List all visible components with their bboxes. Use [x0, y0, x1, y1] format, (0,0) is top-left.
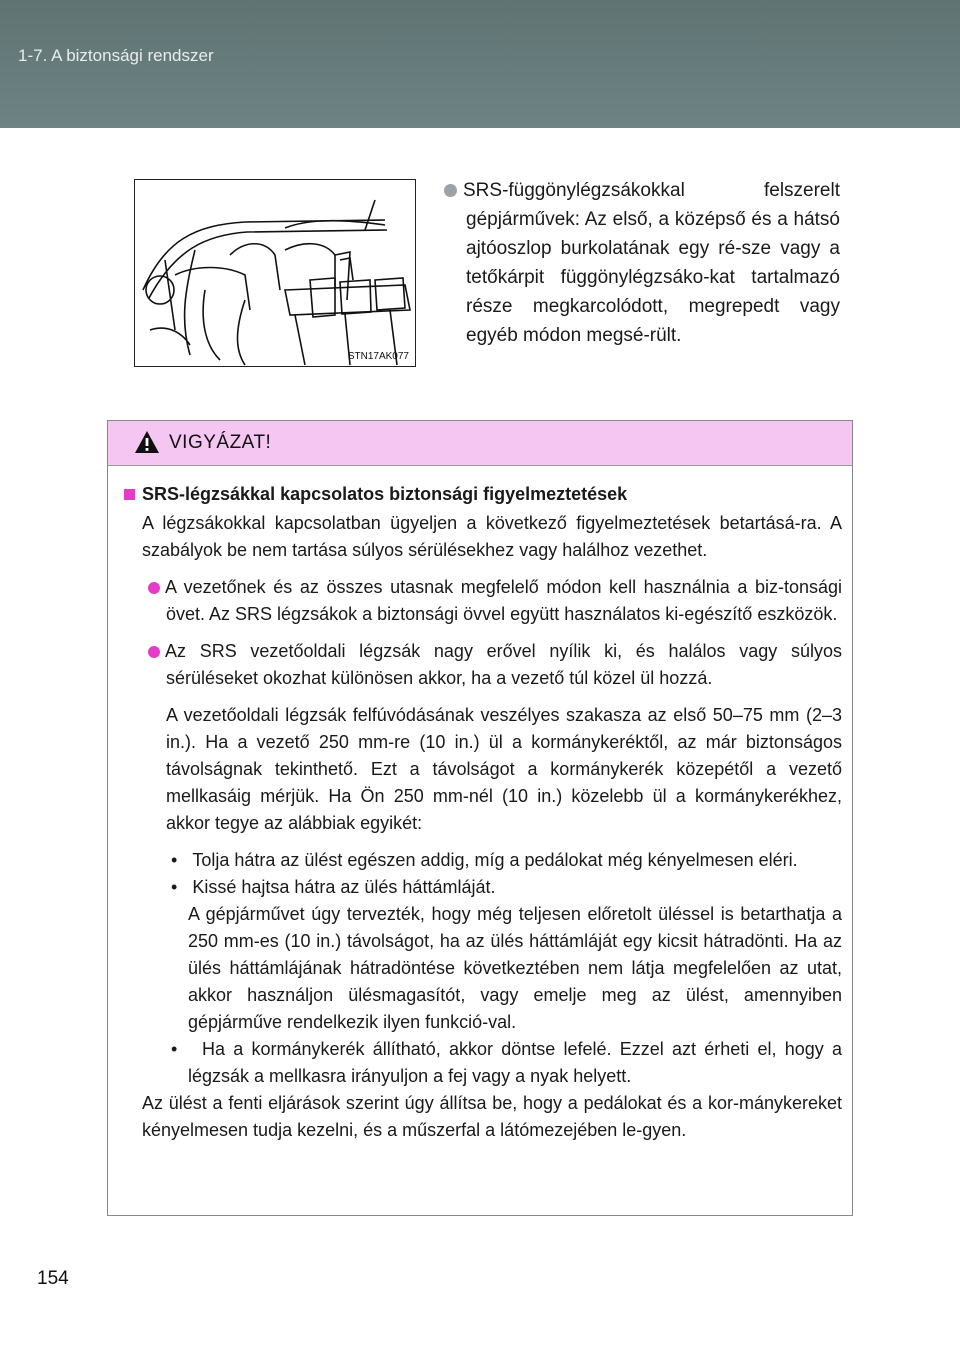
warning-heading [132, 481, 842, 508]
bullet-dot-icon [148, 646, 160, 658]
page-number: 154 [37, 1268, 69, 1289]
car-interior-figure [134, 179, 416, 367]
warning-triangle-icon [134, 430, 160, 454]
intro-block [444, 176, 840, 350]
sub-item-2-paragraph: A gépjárművet úgy tervezték, hogy még teljesen előretolt üléssel is betarthatja a 250 mm-es (10 in.) távolságot, ha az ülés háttámláját egy kicsit hátradönti. Ha az ülés háttámlájának hátradöntése következtében nem látja megfelelően az utat, akkor használjon ülésmagasítót, vagy emelje meg az ülést, amennyiben gépjárműve rendelkezik ilyen funkció-val. [188, 904, 842, 1032]
intro-paragraph [444, 176, 840, 350]
sub-item-3 [132, 1036, 842, 1090]
sub-bullet-icon: • [171, 850, 193, 870]
sub-item-2-text: Kissé hajtsa hátra az ülés háttámláját. [192, 877, 496, 897]
warning-body [132, 481, 842, 1144]
warning-bullet-1-text: A vezetőnek és az összes utasnak megfelelő módon kell használnia a biz-tonsági övet. Az SRS légzsákok a biztonsági övvel együtt használatos ki-egészítő eszközök. [165, 577, 842, 624]
square-bullet-icon [124, 489, 135, 500]
warning-bullet-1 [132, 574, 842, 628]
bullet-dot-icon [444, 184, 457, 197]
page-header [0, 0, 960, 128]
sub-item-1 [132, 847, 842, 874]
intro-text: SRS-függönylégzsákokkal felszerelt gépjárművek: Az első, a középső és a hátsó ajtóoszlop burkolatának egy ré-sze vagy a tetőkárpit függönylégzsáko-kat tartalmazó része megkarcolódott, megrepedt vagy egyéb módon megsé-rült. [463, 180, 840, 346]
sub-item-2 [132, 874, 842, 901]
sub-item-3-text: Ha a kormánykerék állítható, akkor döntse lefelé. Ezzel azt érheti el, hogy a légzsák a mellkasra irányuljon a fej vagy a nyak helyett. [188, 1039, 842, 1086]
warning-closing: Az ülést a fenti eljárások szerint úgy állítsa be, hogy a pedálokat és a kor-mánykereket kényelmesen tudja kezelni, és a műszerfal a látómezejében le-gyen. [142, 1093, 842, 1140]
section-title: 1-7. A biztonsági rendszer [18, 46, 214, 65]
warning-title: VIGYÁZAT! [169, 432, 272, 453]
sub-item-1-text: Tolja hátra az ülést egészen addig, míg a pedálokat még kényelmesen eléri. [192, 850, 798, 870]
car-interior-illustration-icon [135, 180, 415, 366]
warning-header [108, 421, 852, 466]
sub-bullet-icon: • [171, 877, 193, 897]
warning-bullet-2 [132, 638, 842, 692]
sub-bullet-icon: • [171, 1039, 202, 1059]
warning-bullet-2-paragraph: A vezetőoldali légzsák felfúvódásának veszélyes szakasza az első 50–75 mm (2–3 in.). Ha a vezető 250 mm-re (10 in.) ül a kormánykeréktől, az már biztonságos távolságnak tekinthető. Ezt a távolságot a kormánykerék közepétől a vezető mellkasáig mérjük. Ha Ön 250 mm-nél (10 in.) közelebb ül a kormánykerékhez, akkor tegye az alábbiak egyikét: [166, 705, 842, 833]
figure-code: STN17AK077 [347, 351, 409, 362]
warning-bullet-2-text: Az SRS vezetőoldali légzsák nagy erővel nyílik ki, és halálos vagy súlyos sérüléseket okozhat különösen akkor, ha a vezető túl közel ül hozzá. [165, 641, 842, 688]
warning-heading-text: SRS-légzsákkal kapcsolatos biztonsági figyelmeztetések [142, 484, 628, 504]
bullet-dot-icon [148, 582, 160, 594]
warning-box [107, 420, 853, 1216]
warning-intro: A légzsákokkal kapcsolatban ügyeljen a következő figyelmeztetések betartásá-ra. A szabályok be nem tartása súlyos sérülésekhez vagy halálhoz vezethet. [142, 513, 842, 560]
